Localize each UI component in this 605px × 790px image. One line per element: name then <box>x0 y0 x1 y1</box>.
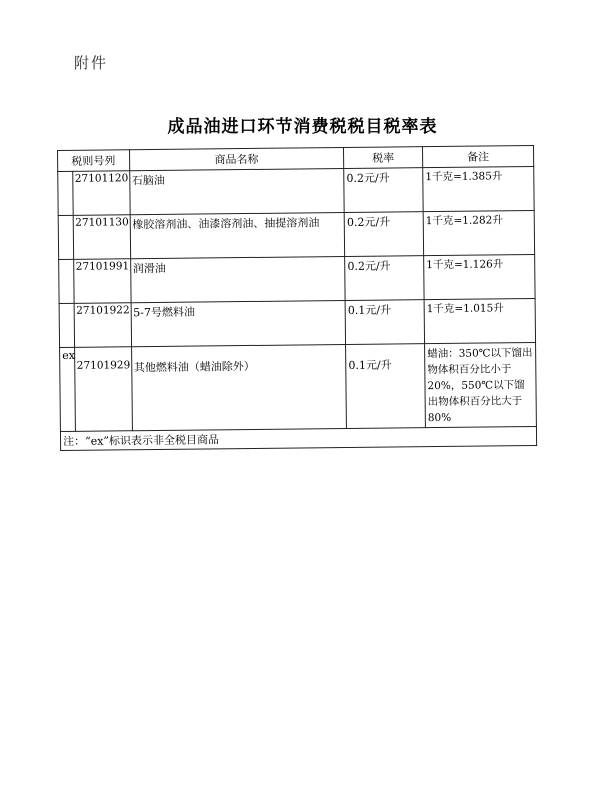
column-header-code: 税则号列 <box>58 150 130 172</box>
note-cell: 1千克=1.385升 <box>423 167 534 212</box>
tax-rate-cell: 0.2元/升 <box>344 168 423 213</box>
column-header-note: 备注 <box>423 146 534 168</box>
note-cell: 1千克=1.282升 <box>423 211 534 256</box>
column-header-name: 商品名称 <box>129 147 344 170</box>
tariff-code-cell: 27101120 <box>72 171 129 216</box>
product-name-cell: 润滑油 <box>130 256 345 302</box>
note-cell: 1千克=1.126升 <box>424 255 535 300</box>
table-row <box>60 342 537 431</box>
table-row <box>58 211 534 260</box>
tax-rate-table <box>57 145 537 451</box>
ex-marker-cell <box>59 259 74 303</box>
table-footnote: 注：“ex”标识表示非全税目商品 <box>60 426 536 450</box>
tax-rate-cell: 0.2元/升 <box>345 256 424 301</box>
table-row <box>58 167 534 216</box>
document-title: 成品油进口环节消费税税目税率表 <box>167 117 438 137</box>
column-header-rate: 税率 <box>344 147 423 169</box>
note-cell: 蜡油：350℃以下馏出物体积百分比小于20%，550℃以下馏出物体积百分比大于80% <box>425 342 537 427</box>
ex-marker-cell <box>59 303 74 347</box>
footnote-row <box>60 426 536 450</box>
table-row <box>59 299 535 348</box>
note-cell: 1千克=1.015升 <box>424 299 535 344</box>
ex-marker-cell <box>58 171 73 215</box>
tax-rate-cell: 0.2元/升 <box>344 212 423 257</box>
product-name-cell: 其他燃料油（蜡油除外） <box>131 344 347 430</box>
product-name-cell: 5-7号燃料油 <box>131 300 346 346</box>
ex-marker-cell <box>58 215 73 259</box>
ex-marker-cell: ex <box>60 347 75 431</box>
tariff-code-cell: 27101922 <box>74 303 131 348</box>
product-name-cell: 石脑油 <box>129 168 344 214</box>
tax-rate-table-container <box>57 145 537 451</box>
table-row <box>59 255 535 304</box>
tariff-code-cell: 27101130 <box>73 215 130 260</box>
attachment-label: 附件 <box>74 54 109 72</box>
tax-rate-cell: 0.1元/升 <box>346 344 426 429</box>
tax-rate-cell: 0.1元/升 <box>345 300 424 345</box>
tariff-code-cell: 27101929 <box>74 347 132 432</box>
product-name-cell: 橡胶溶剂油、油漆溶剂油、抽提溶剂油 <box>130 212 345 258</box>
tariff-code-cell: 27101991 <box>73 259 130 304</box>
